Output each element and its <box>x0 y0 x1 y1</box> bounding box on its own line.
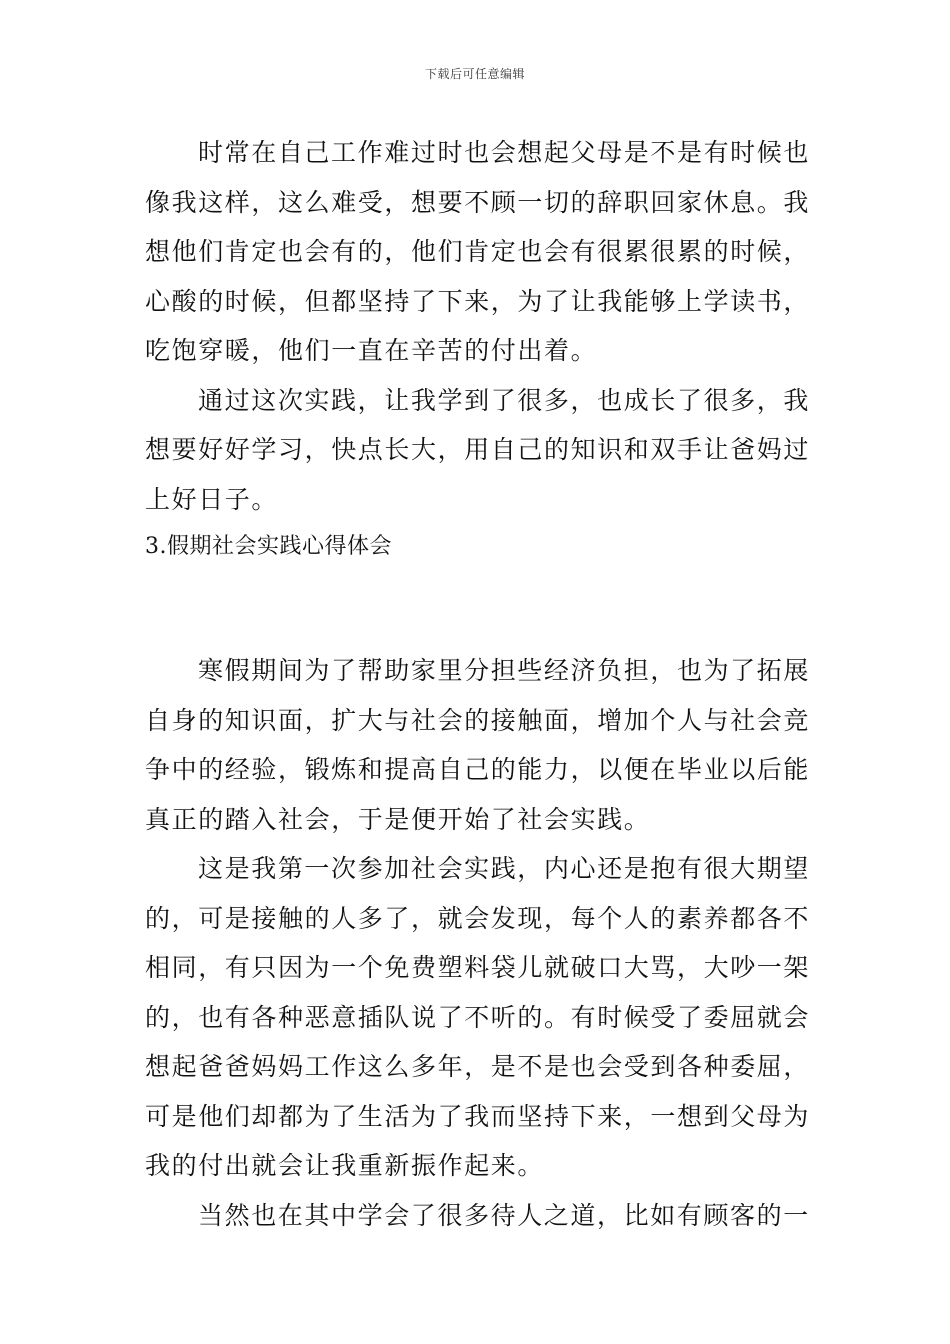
paragraph: 当然也在其中学会了很多待人之道，比如有顾客的一 <box>198 1200 810 1230</box>
page-header-note: 下载后可任意编辑 <box>424 67 525 81</box>
section-spacer <box>145 570 810 646</box>
section-heading: 3.假期社会实践心得体会 <box>145 534 392 559</box>
paragraph: 通过这次实践，让我学到了很多，也成长了很多，我想要好好学习，快点长大，用自己的知识和双手让爸妈过上好日子。 <box>145 385 811 514</box>
document-body <box>145 128 810 1240</box>
paragraph: 寒假期间为了帮助家里分担些经济负担，也为了拓展自身的知识面，扩大与社会的接触面，增加个人与社会竞争中的经验，锻炼和提高自己的能力，以便在毕业以后能真正的踏入社会，于是便开始了社会实践。 <box>145 656 811 834</box>
paragraph: 时常在自己工作难过时也会想起父母是不是有时候也像我这样，这么难受，想要不顾一切的辞职回家休息。我想他们肯定也会有的，他们肯定也会有很累很累的时候，心酸的时候，但都坚持了下来，为了让我能够上学读书，吃饱穿暖，他们一直在辛苦的付出着。 <box>145 138 811 365</box>
paragraph: 这是我第一次参加社会实践，内心还是抱有很大期望的，可是接触的人多了，就会发现，每个人的素养都各不相同，有只因为一个免费塑料袋儿就破口大骂，大吵一架的，也有各种恶意插队说了不听的。有时候受了委屈就会想起爸爸妈妈工作这么多年，是不是也会受到各种委屈，可是他们却都为了生活为了我而坚持下来，一想到父母为我的付出就会让我重新振作起来。 <box>145 854 811 1180</box>
